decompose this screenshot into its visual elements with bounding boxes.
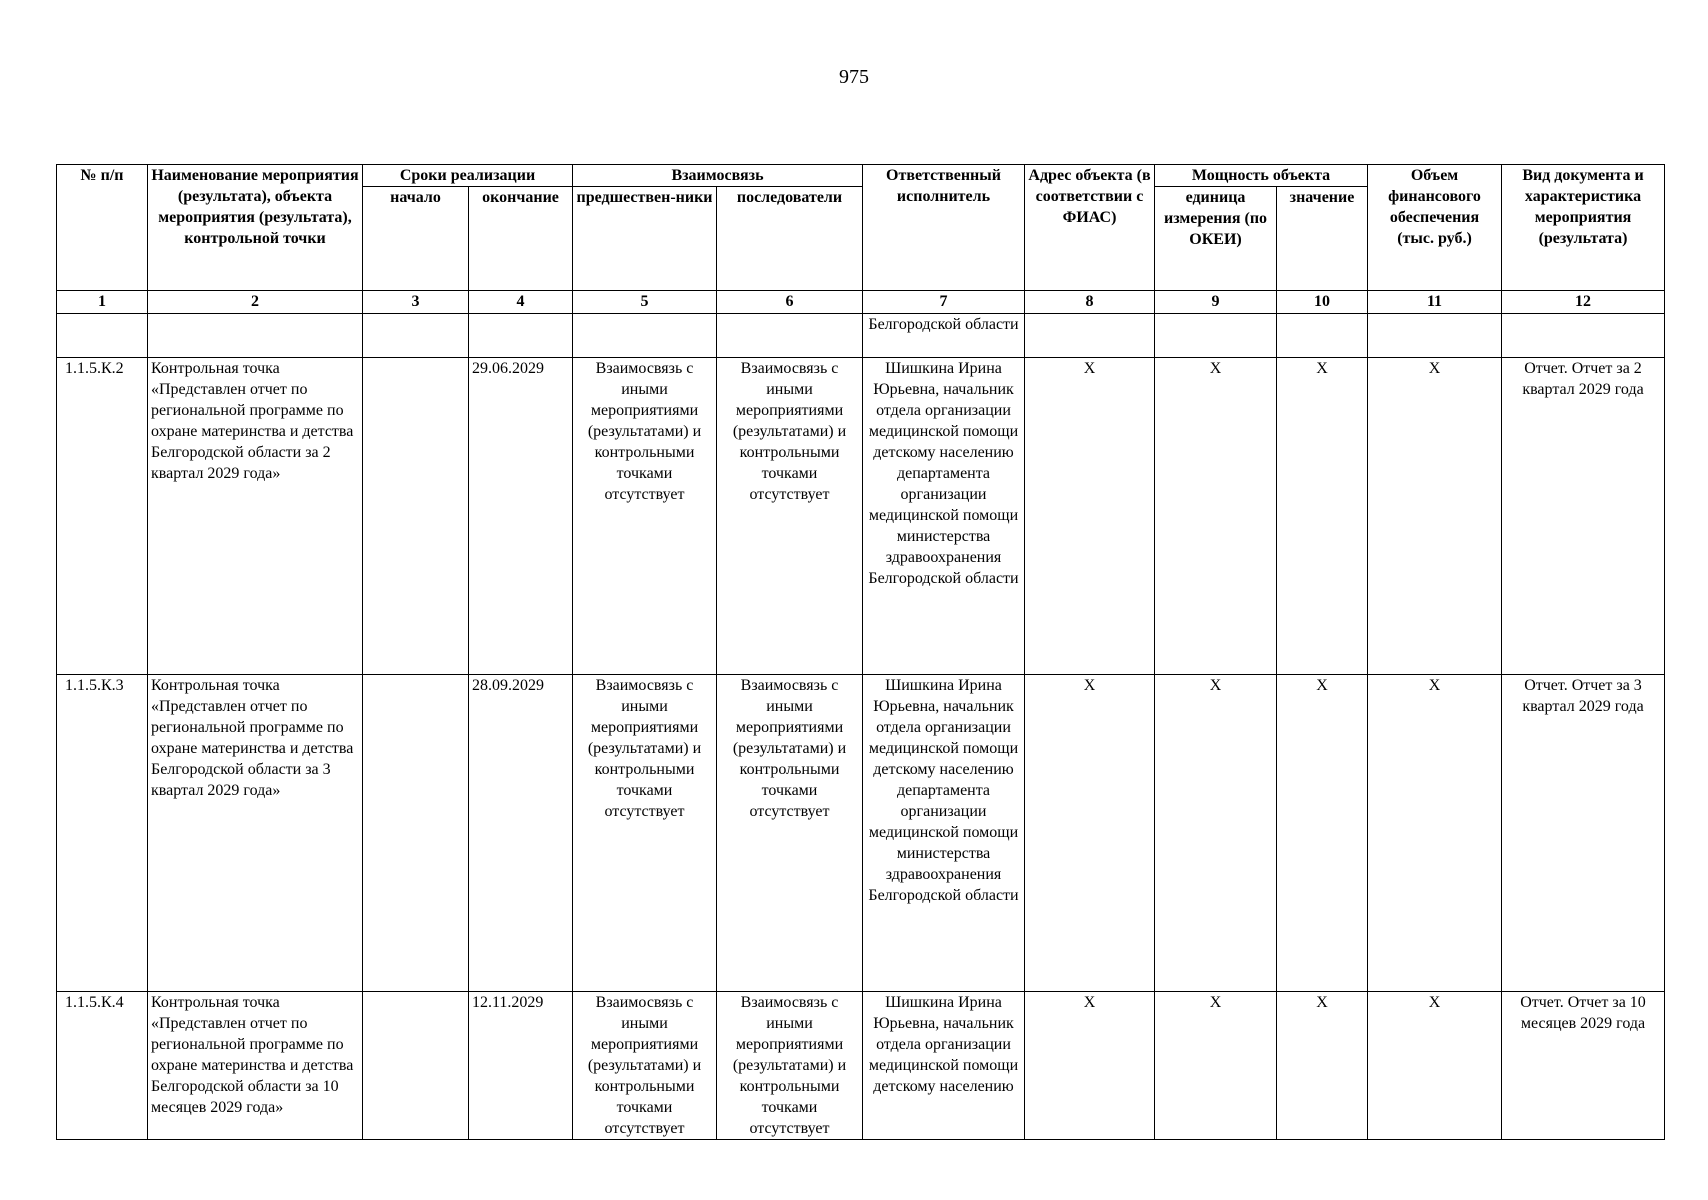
- col-number: 11: [1368, 291, 1502, 314]
- header-unit: единица измерения (по ОКЕИ): [1155, 187, 1277, 291]
- row-end: 29.06.2029: [469, 358, 573, 675]
- table-row: [57, 992, 1665, 1140]
- header-capacity: Мощность объекта: [1155, 165, 1368, 187]
- row-unit: Х: [1155, 675, 1277, 992]
- row-name: Контрольная точка «Представлен отчет по региональной программе по охране материнства и детства Белгородской области за 3 квартал 2029 года»: [148, 675, 363, 992]
- row-start: [363, 675, 469, 992]
- col-number: 4: [469, 291, 573, 314]
- header-num: № п/п: [57, 165, 148, 291]
- row-end: 28.09.2029: [469, 675, 573, 992]
- header-name: Наименование мероприятия (результата), объекта мероприятия (результата), контрольной точки: [148, 165, 363, 291]
- col-number: 8: [1025, 291, 1155, 314]
- col-number: 5: [573, 291, 717, 314]
- row-name: Контрольная точка «Представлен отчет по региональной программе по охране материнства и детства Белгородской области за 2 квартал 2029 года»: [148, 358, 363, 675]
- row-name: Контрольная точка «Представлен отчет по региональной программе по охране материнства и детства Белгородской области за 10 месяцев 2029 года»: [148, 992, 363, 1140]
- table-row-continuation: [57, 314, 1665, 358]
- table-row: [57, 358, 1665, 675]
- row-responsible: Шишкина Ирина Юрьевна, начальник отдела организации медицинской помощи детскому населению департамента организации медицинской помощи министерства здравоохранения Белгородской области: [863, 675, 1025, 992]
- row-unit: Х: [1155, 358, 1277, 675]
- row-end: 12.11.2029: [469, 992, 573, 1140]
- row-num: 1.1.5.К.4: [57, 992, 148, 1140]
- header-end: окончание: [469, 187, 573, 291]
- header-predecessors: предшествен-ники: [573, 187, 717, 291]
- table-row: [57, 675, 1665, 992]
- row-num: 1.1.5.К.2: [57, 358, 148, 675]
- row-predecessors: Взаимосвязь с иными мероприятиями (результатами) и контрольными точками отсутствует: [573, 358, 717, 675]
- row-num: 1.1.5.К.3: [57, 675, 148, 992]
- row-doc: Отчет. Отчет за 2 квартал 2029 года: [1502, 358, 1665, 675]
- row-responsible: Шишкина Ирина Юрьевна, начальник отдела организации медицинской помощи детскому населению департамента организации медицинской помощи министерства здравоохранения Белгородской области: [863, 358, 1025, 675]
- col-number: 7: [863, 291, 1025, 314]
- row-address: Х: [1025, 992, 1155, 1140]
- row-start: [363, 358, 469, 675]
- row-predecessors: Взаимосвязь с иными мероприятиями (результатами) и контрольными точками отсутствует: [573, 675, 717, 992]
- row-start: [363, 992, 469, 1140]
- header-responsible: Ответственный исполнитель: [863, 165, 1025, 291]
- row-successors: Взаимосвязь с иными мероприятиями (результатами) и контрольными точками отсутствует: [717, 675, 863, 992]
- header-terms: Сроки реализации: [363, 165, 573, 187]
- row-doc: Отчет. Отчет за 3 квартал 2029 года: [1502, 675, 1665, 992]
- header-link: Взаимосвязь: [573, 165, 863, 187]
- row-value: Х: [1277, 358, 1368, 675]
- header-start: начало: [363, 187, 469, 291]
- row-responsible: Шишкина Ирина Юрьевна, начальник отдела организации медицинской помощи детскому населению: [863, 992, 1025, 1140]
- page-number: 975: [839, 66, 869, 88]
- col-number: 12: [1502, 291, 1665, 314]
- plan-table: [56, 164, 1665, 1140]
- row-doc: Отчет. Отчет за 10 месяцев 2029 года: [1502, 992, 1665, 1140]
- row-unit: Х: [1155, 992, 1277, 1140]
- row-address: Х: [1025, 358, 1155, 675]
- responsible-cell: Белгородской области: [863, 314, 1025, 358]
- header-value: значение: [1277, 187, 1368, 291]
- col-number: 1: [57, 291, 148, 314]
- row-funding: Х: [1368, 992, 1502, 1140]
- row-address: Х: [1025, 675, 1155, 992]
- header-successors: последователи: [717, 187, 863, 291]
- col-number: 6: [717, 291, 863, 314]
- row-successors: Взаимосвязь с иными мероприятиями (результатами) и контрольными точками отсутствует: [717, 358, 863, 675]
- row-value: Х: [1277, 992, 1368, 1140]
- row-funding: Х: [1368, 675, 1502, 992]
- row-successors: Взаимосвязь с иными мероприятиями (результатами) и контрольными точками отсутствует: [717, 992, 863, 1140]
- col-number: 9: [1155, 291, 1277, 314]
- header-funding: Объем финансового обеспечения (тыс. руб.): [1368, 165, 1502, 291]
- row-value: Х: [1277, 675, 1368, 992]
- row-funding: Х: [1368, 358, 1502, 675]
- header-doc: Вид документа и характеристика мероприятия (результата): [1502, 165, 1665, 291]
- col-number: 3: [363, 291, 469, 314]
- col-number: 2: [148, 291, 363, 314]
- header-address: Адрес объекта (в соответствии с ФИАС): [1025, 165, 1155, 291]
- col-number: 10: [1277, 291, 1368, 314]
- row-predecessors: Взаимосвязь с иными мероприятиями (результатами) и контрольными точками отсутствует: [573, 992, 717, 1140]
